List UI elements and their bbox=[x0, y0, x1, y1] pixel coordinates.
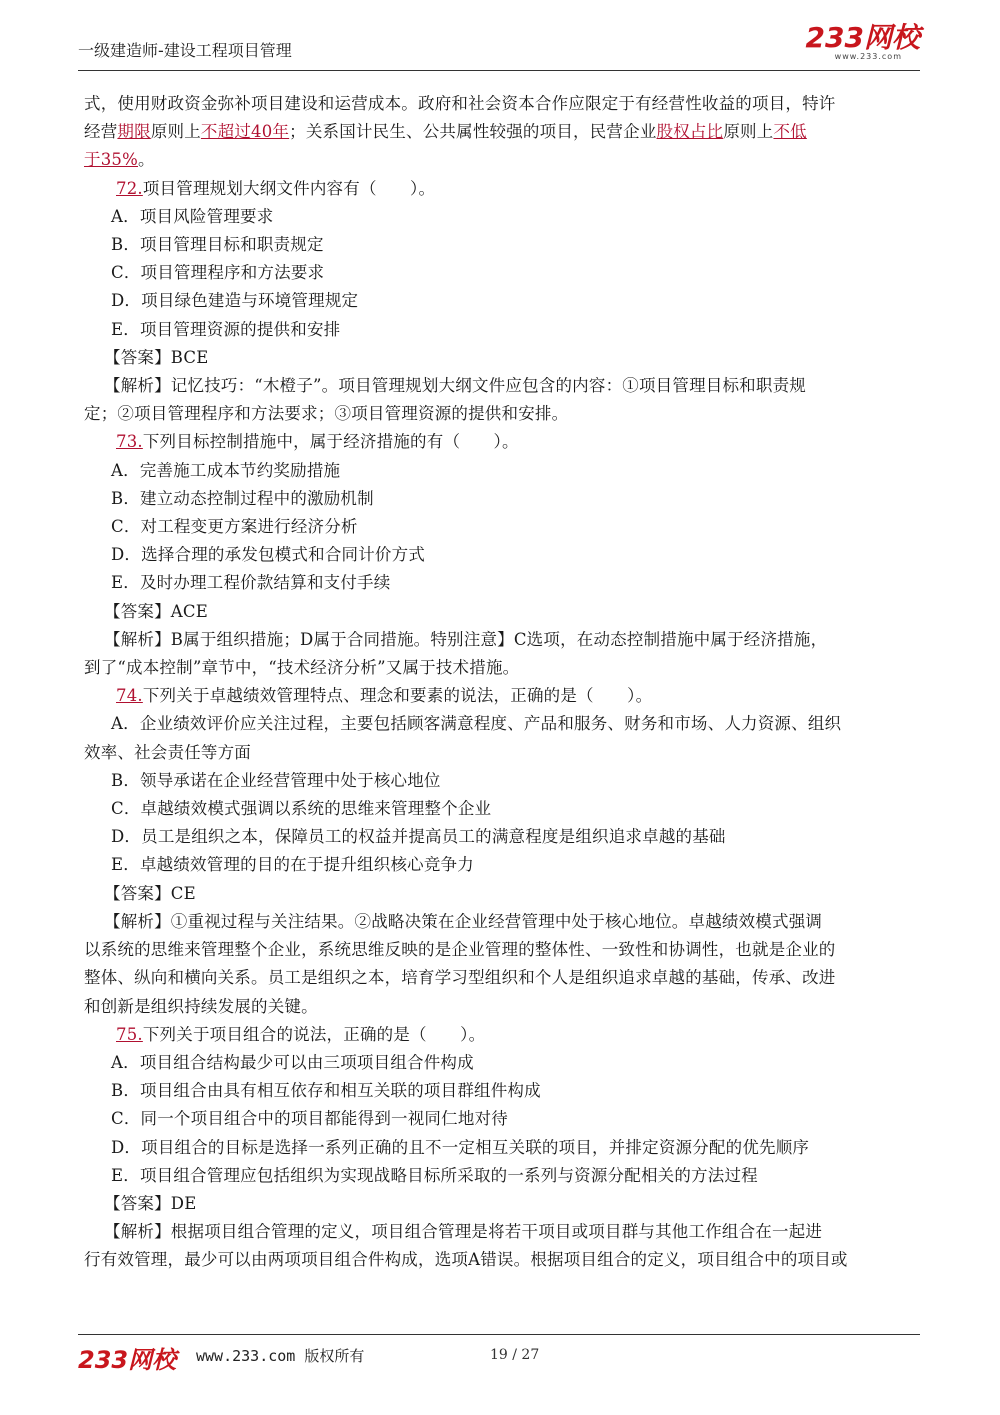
option-b: B．建立动态控制过程中的激励机制 bbox=[111, 488, 374, 508]
option-c: C．项目管理程序和方法要求 bbox=[111, 263, 325, 283]
answer: 【答案】ACE bbox=[104, 601, 208, 621]
option-a: A．项目风险管理要求 bbox=[111, 206, 274, 226]
question-number: 72. bbox=[116, 178, 143, 198]
highlight-term: 股权占比 bbox=[656, 122, 724, 142]
option-d: D．项目绿色建造与环境管理规定 bbox=[111, 291, 359, 311]
question-text: 下列目标控制措施中，属于经济措施的有（ ）。 bbox=[142, 432, 519, 452]
footer-logo: 233网校 bbox=[78, 1346, 177, 1374]
question-text: 下列关于卓越绩效管理特点、理念和要素的说法，正确的是（ ）。 bbox=[142, 686, 653, 706]
option-b: B．项目管理目标和职责规定 bbox=[111, 235, 324, 255]
header-divider bbox=[78, 70, 920, 71]
text-span: 原则上 bbox=[723, 122, 774, 142]
explanation-line: 【解析】B属于组织措施；D属于合同措施。特别注意】C选项，在动态控制措施中属于经济措施， bbox=[104, 629, 828, 649]
intro-line-2 bbox=[84, 118, 920, 146]
option-a: A．项目组合结构最少可以由三项项目组合件构成 bbox=[111, 1052, 474, 1072]
logo-text: 233网校 bbox=[805, 21, 920, 54]
option-b: B．项目组合由具有相互依存和相互关联的项目群组件构成 bbox=[111, 1081, 541, 1101]
question-number: 75. bbox=[116, 1024, 143, 1044]
explanation-line: 以系统的思维来管理整个企业，系统思维反映的是企业管理的整体性、一致性和协调性，也就是企业的 bbox=[84, 940, 836, 960]
explanation-line: 【解析】记忆技巧：“木橙子”。项目管理规划大纲文件应包含的内容：①项目管理目标和职责规 bbox=[104, 376, 806, 396]
copyright-text: www.233.com 版权所有 bbox=[196, 1347, 365, 1365]
option-d: D．选择合理的承发包模式和合同计价方式 bbox=[111, 545, 426, 565]
question-stem bbox=[84, 1021, 920, 1049]
text-span: 原则上 bbox=[150, 122, 201, 142]
explanation-line: 到了“成本控制”章节中，“技术经济分析”又属于技术措施。 bbox=[84, 658, 520, 678]
option-c: C．对工程变更方案进行经济分析 bbox=[111, 517, 358, 537]
option-e: E．及时办理工程价款结算和支付手续 bbox=[111, 573, 391, 593]
highlight-term: 不低 bbox=[773, 122, 807, 142]
explanation-line: 和创新是组织持续发展的关键。 bbox=[84, 996, 318, 1016]
intro-line-1: 式，使用财政资金弥补项目建设和运营成本。政府和社会资本合作应限定于有经营性收益的项目，特许 bbox=[84, 94, 836, 113]
option-e: E．项目管理资源的提供和安排 bbox=[111, 319, 341, 339]
document-body bbox=[84, 90, 920, 1275]
answer: 【答案】BCE bbox=[104, 347, 209, 367]
text-span: 。 bbox=[137, 150, 155, 170]
question-stem bbox=[84, 682, 920, 710]
option-c: C．卓越绩效模式强调以系统的思维来管理整个企业 bbox=[111, 799, 492, 819]
option-a: A．企业绩效评价应关注过程，主要包括顾客满意程度、产品和服务、财务和市场、人力资源、组织 bbox=[111, 714, 842, 734]
highlight-term: 不超过40年 bbox=[200, 122, 290, 142]
question-stem bbox=[84, 175, 920, 203]
highlight-term: 期限 bbox=[117, 122, 151, 142]
page-footer bbox=[78, 1330, 920, 1374]
page-number: 19 / 27 bbox=[490, 1347, 540, 1363]
option-d: D．项目组合的目标是选择一系列正确的且不一定相互关联的项目，并排定资源分配的优先顺序 bbox=[111, 1137, 810, 1157]
question-text: 项目管理规划大纲文件内容有（ ）。 bbox=[142, 178, 436, 198]
explanation-line: 整体、纵向和横向关系。员工是组织之本，培育学习型组织和个人是组织追求卓越的基础，传承、改进 bbox=[84, 968, 836, 988]
explanation-line: 【解析】根据项目组合管理的定义，项目组合管理是将若干项目或项目群与其他工作组合在一起进 bbox=[104, 1222, 823, 1242]
option-b: B．领导承诺在企业经营管理中处于核心地位 bbox=[111, 770, 441, 790]
highlight-term: 于35% bbox=[84, 150, 138, 170]
option-d: D．员工是组织之本，保障员工的权益并提高员工的满意程度是组织追求卓越的基础 bbox=[111, 827, 726, 847]
text-span: ；关系国计民生、公共属性较强的项目，民营企业 bbox=[289, 122, 657, 142]
option-c: C．同一个项目组合中的项目都能得到一视同仁地对待 bbox=[111, 1109, 508, 1129]
question-stem bbox=[84, 428, 920, 456]
question-number: 73. bbox=[116, 432, 143, 452]
footer-divider bbox=[78, 1334, 920, 1335]
option-a: A．完善施工成本节约奖励措施 bbox=[111, 460, 341, 480]
header-title: 一级建造师-建设工程项目管理 bbox=[78, 41, 292, 60]
logo-url: www.233.com bbox=[834, 52, 902, 61]
option-a-continued: 效率、社会责任等方面 bbox=[84, 742, 251, 762]
page-header bbox=[78, 0, 920, 72]
option-e: E．卓越绩效管理的目的在于提升组织核心竞争力 bbox=[111, 855, 474, 875]
brand-logo bbox=[805, 21, 920, 62]
option-e: E．项目组合管理应包括组织为实现战略目标所采取的一系列与资源分配相关的方法过程 bbox=[111, 1165, 758, 1185]
answer: 【答案】DE bbox=[104, 1193, 197, 1213]
explanation-line: 定；②项目管理程序和方法要求；③项目管理资源的提供和安排。 bbox=[84, 404, 569, 424]
question-text: 下列关于项目组合的说法，正确的是（ ）。 bbox=[142, 1024, 486, 1044]
intro-line-3 bbox=[84, 146, 920, 174]
text-span: 经营 bbox=[84, 122, 118, 142]
explanation-line: 【解析】①重视过程与关注结果。②战略决策在企业经营管理中处于核心地位。卓越绩效模式强调 bbox=[104, 911, 823, 931]
explanation-line: 行有效管理，最少可以由两项项目组合件构成，选项A错误。根据项目组合的定义，项目组合中的项目或 bbox=[84, 1250, 848, 1270]
question-number: 74. bbox=[116, 686, 143, 706]
answer: 【答案】CE bbox=[104, 883, 196, 903]
